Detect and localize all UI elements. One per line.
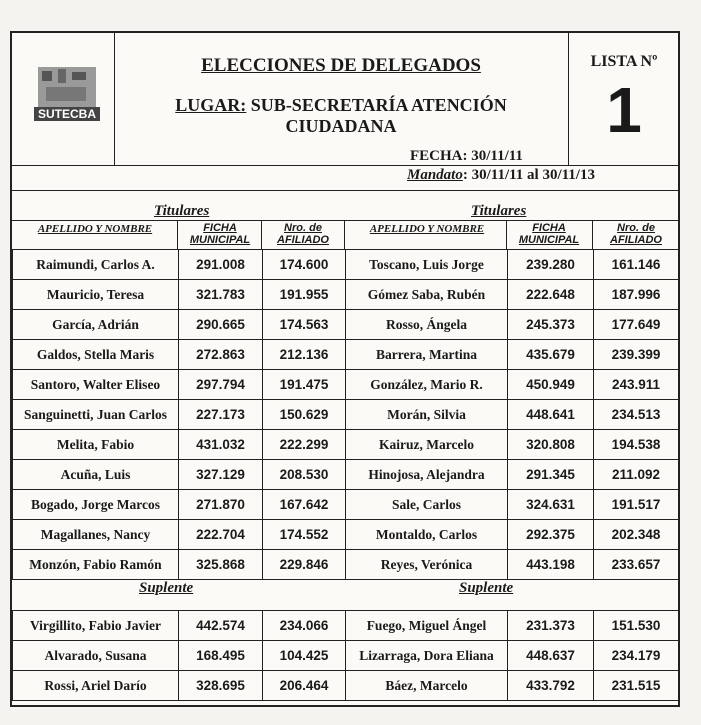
- lugar: [115, 95, 567, 137]
- ficha-cell: 227.173: [179, 400, 263, 430]
- ficha-cell: 321.783: [179, 280, 263, 310]
- divider: [506, 220, 507, 249]
- ficha-cell: 239.280: [508, 250, 594, 280]
- ballot-sheet: [10, 31, 680, 707]
- name-cell: Galdos, Stella Maris: [13, 340, 179, 370]
- name-cell: Bogado, Jorge Marcos: [13, 490, 179, 520]
- mandato: [407, 167, 595, 184]
- divider: [12, 220, 678, 221]
- titulares-label-right: Titulares: [471, 203, 527, 219]
- titulares-label-left: Titulares: [154, 203, 210, 219]
- name-cell: Gómez Saba, Rubén: [346, 280, 508, 310]
- name-cell: Santoro, Walter Eliseo: [13, 370, 179, 400]
- ficha-cell: 433.792: [508, 671, 594, 701]
- ficha-cell: 435.679: [508, 340, 594, 370]
- name-cell: Fuego, Miguel Ángel: [346, 611, 508, 641]
- afiliado-cell: 161.146: [594, 250, 679, 280]
- ficha-cell: 168.495: [179, 641, 263, 671]
- suplentes-body: [13, 611, 679, 701]
- col-header-ficha-r1: FICHA: [532, 222, 566, 234]
- ficha-cell: 443.198: [508, 550, 594, 580]
- ficha-cell: 291.008: [179, 250, 263, 280]
- ficha-cell: 324.631: [508, 490, 594, 520]
- col-header-afiliado-l1: Nro. de: [284, 222, 322, 234]
- afiliado-cell: 187.996: [594, 280, 679, 310]
- ficha-cell: 231.373: [508, 611, 594, 641]
- col-header-name-left: APELLIDO Y NOMBRE: [37, 223, 153, 235]
- table-row: [13, 490, 679, 520]
- name-cell: Mauricio, Teresa: [13, 280, 179, 310]
- afiliado-cell: 222.299: [263, 430, 346, 460]
- divider: [12, 190, 678, 191]
- ficha-cell: 320.808: [508, 430, 594, 460]
- ficha-cell: 292.375: [508, 520, 594, 550]
- ficha-cell: 222.704: [179, 520, 263, 550]
- afiliado-cell: 174.600: [263, 250, 346, 280]
- ficha-cell: 272.863: [179, 340, 263, 370]
- afiliado-cell: 234.066: [263, 611, 346, 641]
- col-header-afiliado-r1: Nro. de: [617, 222, 655, 234]
- name-cell: Melita, Fabio: [13, 430, 179, 460]
- fecha: FECHA: 30/11/11: [410, 148, 523, 164]
- afiliado-cell: 229.846: [263, 550, 346, 580]
- name-cell: González, Mario R.: [346, 370, 508, 400]
- ficha-cell: 297.794: [179, 370, 263, 400]
- table-row: [13, 641, 679, 671]
- mandato-value: : 30/11/11 al 30/11/13: [462, 167, 595, 183]
- header: [12, 33, 678, 166]
- table-row: [13, 550, 679, 580]
- ficha-cell: 290.665: [179, 310, 263, 340]
- name-cell: Raimundi, Carlos A.: [13, 250, 179, 280]
- ficha-cell: 431.032: [179, 430, 263, 460]
- name-cell: Alvarado, Susana: [13, 641, 179, 671]
- name-cell: Báez, Marcelo: [346, 671, 508, 701]
- name-cell: Acuña, Luis: [13, 460, 179, 490]
- ficha-cell: 222.648: [508, 280, 594, 310]
- table-row: [13, 370, 679, 400]
- mandato-label: Mandato: [407, 167, 463, 183]
- afiliado-cell: 194.538: [594, 430, 679, 460]
- table-row: [13, 340, 679, 370]
- name-cell: Sanguinetti, Juan Carlos: [13, 400, 179, 430]
- col-header-ficha-l1: FICHA: [203, 222, 237, 234]
- ficha-cell: 291.345: [508, 460, 594, 490]
- document-title: ELECCIONES DE DELEGADOS: [201, 55, 481, 76]
- col-header-afiliado-left: [264, 222, 342, 246]
- name-cell: Virgillito, Fabio Javier: [13, 611, 179, 641]
- afiliado-cell: 206.464: [263, 671, 346, 701]
- afiliado-cell: 234.513: [594, 400, 679, 430]
- name-cell: Toscano, Luis Jorge: [346, 250, 508, 280]
- divider: [177, 220, 178, 249]
- sutecba-logo: [32, 63, 102, 125]
- afiliado-cell: 208.530: [263, 460, 346, 490]
- afiliado-cell: 202.348: [594, 520, 679, 550]
- name-cell: Montaldo, Carlos: [346, 520, 508, 550]
- suplente-label-right: Suplente: [459, 580, 514, 596]
- lista-label: LISTA Nº: [590, 53, 658, 70]
- afiliado-cell: 151.530: [594, 611, 679, 641]
- name-cell: Barrera, Martina: [346, 340, 508, 370]
- afiliado-cell: 104.425: [263, 641, 346, 671]
- afiliado-cell: 174.563: [263, 310, 346, 340]
- name-cell: Rossi, Ariel Darío: [13, 671, 179, 701]
- afiliado-cell: 233.657: [594, 550, 679, 580]
- name-cell: Monzón, Fabio Ramón: [13, 550, 179, 580]
- ficha-cell: 328.695: [179, 671, 263, 701]
- svg-text:SUTECBA: SUTECBA: [37, 107, 97, 121]
- ficha-cell: 448.641: [508, 400, 594, 430]
- ficha-cell: 325.868: [179, 550, 263, 580]
- afiliado-cell: 211.092: [594, 460, 679, 490]
- table-row: [13, 400, 679, 430]
- col-header-ficha-right: [509, 222, 589, 246]
- col-header-name-right: APELLIDO Y NOMBRE: [369, 223, 485, 235]
- col-header-ficha-left: [180, 222, 260, 246]
- lugar-label: LUGAR:: [175, 95, 247, 115]
- ficha-cell: 448.637: [508, 641, 594, 671]
- name-cell: Rosso, Ángela: [346, 310, 508, 340]
- afiliado-cell: 234.179: [594, 641, 679, 671]
- col-header-ficha-r2: MUNICIPAL: [518, 234, 580, 246]
- lista-number: 1: [606, 74, 642, 146]
- table-row: [13, 520, 679, 550]
- afiliado-cell: 231.515: [594, 671, 679, 701]
- ficha-cell: 327.129: [179, 460, 263, 490]
- table-row: [13, 280, 679, 310]
- lugar-value-line1: SUB-SECRETARÍA ATENCIÓN: [250, 95, 507, 115]
- suplentes-table: [12, 610, 679, 701]
- name-cell: Reyes, Verónica: [346, 550, 508, 580]
- ficha-cell: 271.870: [179, 490, 263, 520]
- ficha-cell: 442.574: [179, 611, 263, 641]
- name-cell: Magallanes, Nancy: [13, 520, 179, 550]
- titulares-body: [13, 250, 679, 580]
- table-row: [13, 310, 679, 340]
- table-row: [13, 611, 679, 641]
- col-header-afiliado-r2: AFILIADO: [610, 234, 662, 246]
- name-cell: Hinojosa, Alejandra: [346, 460, 508, 490]
- afiliado-cell: 212.136: [263, 340, 346, 370]
- afiliado-cell: 239.399: [594, 340, 679, 370]
- afiliado-cell: 177.649: [594, 310, 679, 340]
- name-cell: García, Adrián: [13, 310, 179, 340]
- divider: [261, 220, 262, 249]
- afiliado-cell: 191.475: [263, 370, 346, 400]
- name-cell: Sale, Carlos: [346, 490, 508, 520]
- lugar-value-line2: CIUDADANA: [285, 116, 397, 136]
- afiliado-cell: 191.517: [594, 490, 679, 520]
- col-header-afiliado-l2: AFILIADO: [277, 234, 329, 246]
- table-row: [13, 460, 679, 490]
- name-cell: Lizarraga, Dora Eliana: [346, 641, 508, 671]
- suplente-label-left: Suplente: [139, 580, 194, 596]
- divider: [592, 220, 593, 249]
- logo-cell: [12, 33, 115, 165]
- afiliado-cell: 191.955: [263, 280, 346, 310]
- col-header-ficha-l2: MUNICIPAL: [189, 234, 251, 246]
- afiliado-cell: 174.552: [263, 520, 346, 550]
- divider: [344, 220, 345, 249]
- name-cell: Kairuz, Marcelo: [346, 430, 508, 460]
- titulares-table: [12, 249, 679, 580]
- name-cell: Morán, Silvia: [346, 400, 508, 430]
- table-row: [13, 430, 679, 460]
- table-row: [13, 250, 679, 280]
- table-row: [13, 671, 679, 701]
- afiliado-cell: 150.629: [263, 400, 346, 430]
- afiliado-cell: 243.911: [594, 370, 679, 400]
- ficha-cell: 245.373: [508, 310, 594, 340]
- lista-cell: [568, 33, 679, 165]
- ficha-cell: 450.949: [508, 370, 594, 400]
- afiliado-cell: 167.642: [263, 490, 346, 520]
- col-header-afiliado-right: [596, 222, 676, 246]
- header-center: [115, 33, 567, 165]
